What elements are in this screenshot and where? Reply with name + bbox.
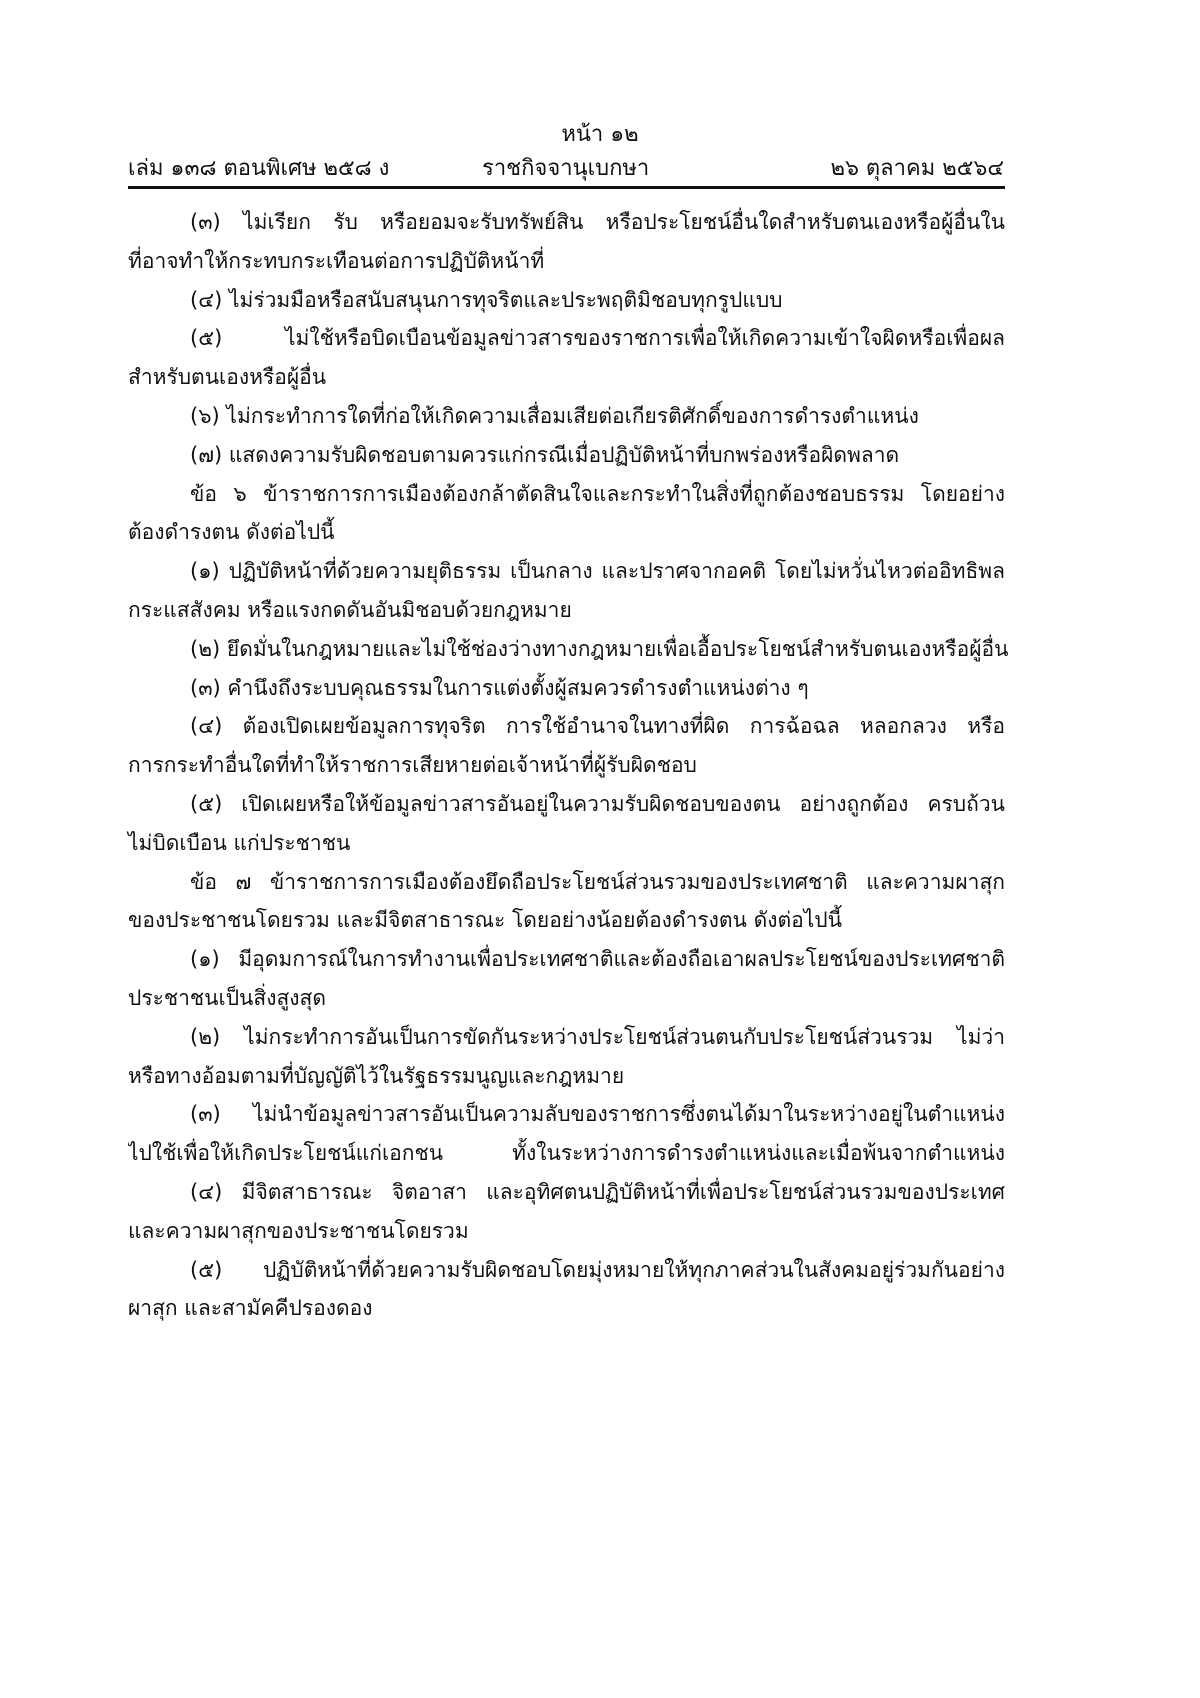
text-line: (๔) มีจิตสาธารณะ จิตอาสา และอุทิศตนปฏิบัติหน้าที่เพื่อประโยชน์ส่วนรวมของประเทศ	[190, 1180, 1005, 1204]
gazette-volume: เล่ม ๑๓๘ ตอนพิเศษ ๒๕๘ ง	[128, 156, 390, 181]
text-line: (๓) ไม่เรียก รับ หรือยอมจะรับทรัพย์สิน หรือประโยชน์อื่นใดสำหรับตนเองหรือผู้อื่นใน	[190, 210, 1005, 234]
page-number: หน้า ๑๒	[561, 122, 639, 147]
text-line: ไปใช้เพื่อให้เกิดประโยชน์แก่เอกชน ทั้งในระหว่างการดำรงตำแหน่งและเมื่อพ้นจากตำแหน่ง	[128, 1141, 1005, 1166]
text-line: หรือทางอ้อมตามที่บัญญัติไว้ในรัฐธรรมนูญและกฎหมาย	[128, 1063, 625, 1088]
header-rule	[128, 186, 1005, 189]
text-line: สำหรับตนเองหรือผู้อื่น	[128, 365, 327, 390]
gazette-title: ราชกิจจานุเบกษา	[482, 156, 650, 181]
text-line: ผาสุก และสามัคคีปรองดอง	[128, 1296, 373, 1321]
text-line: (๕) เปิดเผยหรือให้ข้อมูลข่าวสารอันอยู่ในความรับผิดชอบของตน อย่างถูกต้อง ครบถ้วน	[190, 792, 1005, 816]
text-line: (๕) ปฏิบัติหน้าที่ด้วยความรับผิดชอบโดยมุ่งหมายให้ทุกภาคส่วนในสังคมอยู่ร่วมกันอย่าง	[190, 1257, 1005, 1282]
text-line: (๕) ไม่ใช้หรือบิดเบือนข้อมูลข่าวสารของราชการเพื่อให้เกิดความเข้าใจผิดหรือเพื่อผล	[190, 326, 1005, 351]
text-line: ข้อ ๖ ข้าราชการการเมืองต้องกล้าตัดสินใจและกระทำในสิ่งที่ถูกต้องชอบธรรม โดยอย่าง	[190, 481, 1005, 506]
text-line: และความผาสุกของประชาชนโดยรวม	[128, 1218, 469, 1243]
text-line: (๖) ไม่กระทำการใดที่ก่อให้เกิดความเสื่อมเสียต่อเกียรติศักดิ์ของการดำรงตำแหน่ง	[190, 404, 919, 428]
gazette-date: ๒๖ ตุลาคม ๒๕๖๔	[830, 156, 1004, 181]
text-line: (๗) แสดงความรับผิดชอบตามควรแก่กรณีเมื่อปฏิบัติหน้าที่บกพร่องหรือผิดพลาด	[190, 442, 900, 467]
text-line: (๑) ปฏิบัติหน้าที่ด้วยความยุติธรรม เป็นกลาง และปราศจากอคติ โดยไม่หวั่นไหวต่ออิทธิพล	[190, 559, 1005, 584]
text-line: (๓) ไม่นำข้อมูลข่าวสารอันเป็นความลับของราชการซึ่งตนได้มาในระหว่างอยู่ในตำแหน่ง	[190, 1102, 1005, 1127]
text-line: (๒) ยึดมั่นในกฎหมายและไม่ใช้ช่องว่างทางกฎหมายเพื่อเอื้อประโยชน์สำหรับตนเองหรือผู้อื่น	[190, 636, 1009, 661]
text-line: (๔) ไม่ร่วมมือหรือสนับสนุนการทุจริตและประพฤติมิชอบทุกรูปแบบ	[190, 287, 783, 312]
text-line: การกระทำอื่นใดที่ทำให้ราชการเสียหายต่อเจ้าหน้าที่ผู้รับผิดชอบ	[128, 753, 697, 778]
text-line: ไม่บิดเบือน แก่ประชาชน	[128, 830, 351, 855]
text-line: กระแสสังคม หรือแรงกดดันอันมิชอบด้วยกฎหมาย	[128, 598, 572, 622]
text-line: ข้อ ๗ ข้าราชการการเมืองต้องยึดถือประโยชน์ส่วนรวมของประเทศชาติ และความผาสุก	[190, 869, 1005, 894]
text-line: ที่อาจทำให้กระทบกระเทือนต่อการปฏิบัติหน้าที่	[128, 248, 545, 273]
text-line: ประชาชนเป็นสิ่งสูงสุด	[128, 986, 327, 1010]
text-line: ต้องดำรงตน ดังต่อไปนี้	[128, 520, 335, 545]
text-line: (๓) คำนึงถึงระบบคุณธรรมในการแต่งตั้งผู้สมควรดำรงตำแหน่งต่าง ๆ	[190, 675, 809, 700]
text-line: (๑) มีอุดมการณ์ในการทำงานเพื่อประเทศชาติและต้องถือเอาผลประโยชน์ของประเทศชาติ	[190, 947, 1005, 972]
text-line: (๒) ไม่กระทำการอันเป็นการขัดกันระหว่างประโยชน์ส่วนตนกับประโยชน์ส่วนรวม ไม่ว่า	[190, 1024, 1005, 1049]
text-line: (๔) ต้องเปิดเผยข้อมูลการทุจริต การใช้อำนาจในทางที่ผิด การฉ้อฉล หลอกลวง หรือ	[190, 714, 1005, 739]
text-line: ของประชาชนโดยรวม และมีจิตสาธารณะ โดยอย่างน้อยต้องดำรงตน ดังต่อไปนี้	[128, 908, 842, 933]
